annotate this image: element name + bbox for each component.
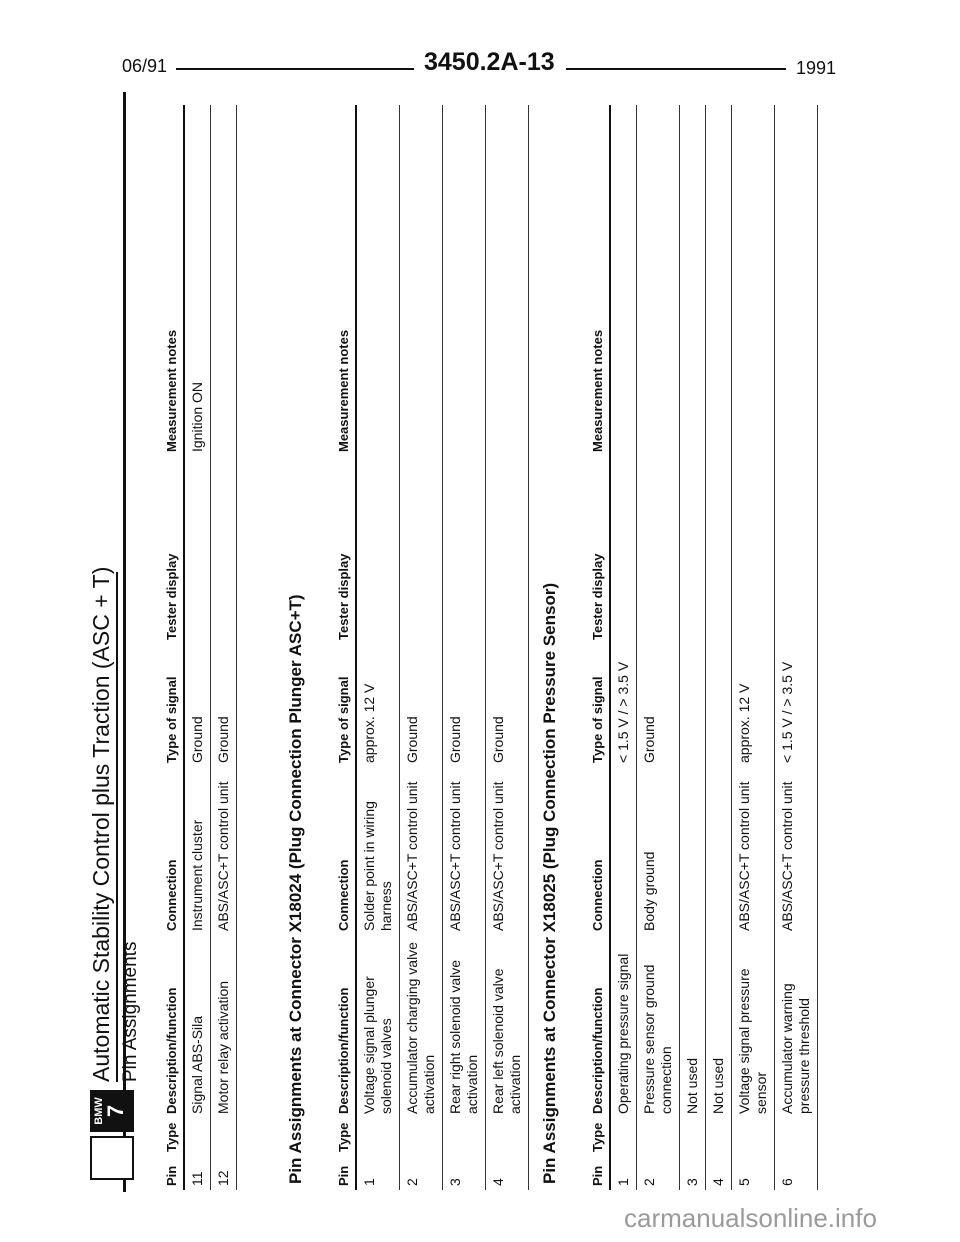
section-heading-x18024: Pin Assignments at Connector X18024 (Plug Connection Plunger ASC+T): [286, 594, 305, 1184]
col-connection: Connection: [162, 767, 184, 935]
logo-empty-box: [90, 1136, 134, 1180]
cell-pin: 12: [211, 1156, 237, 1190]
col-pin: Pin: [334, 1156, 356, 1190]
cell-pin: 2: [637, 1156, 680, 1190]
cell-signal: Ground: [443, 644, 486, 767]
cell-signal: approx. 12 V: [732, 644, 775, 767]
cell-notes: [706, 105, 732, 456]
table-row: [211, 105, 237, 1190]
table-header-row: [334, 105, 356, 1190]
table-header-row: [162, 105, 184, 1190]
cell-type: [706, 1118, 732, 1156]
cell-type: [732, 1118, 775, 1156]
cell-desc: Not used: [680, 935, 706, 1118]
col-signal: Type of signal: [588, 644, 610, 767]
col-type: Type: [334, 1118, 356, 1156]
cell-tester: [486, 456, 529, 644]
table-row: [637, 105, 680, 1190]
col-tester: Tester display: [334, 456, 356, 644]
cell-pin: 6: [775, 1156, 818, 1190]
cell-desc: Pressure sensor ground connection: [637, 935, 680, 1118]
cell-desc: Accumulator warning pressure threshold: [775, 935, 818, 1118]
table-row: [610, 105, 637, 1190]
cell-signal: Ground: [400, 644, 443, 767]
watermark: carmanualsonline.info: [624, 1203, 877, 1233]
cell-conn: Body ground: [637, 767, 680, 935]
col-pin: Pin: [588, 1156, 610, 1190]
page-title: Automatic Stability Control plus Traction (ASC + T): [88, 566, 114, 1082]
cell-type: [443, 1118, 486, 1156]
cell-signal: Ground: [184, 644, 211, 767]
cell-desc: Voltage signal plunger solenoid valves: [356, 935, 400, 1118]
col-notes: Measurement notes: [588, 105, 610, 456]
col-type: Type: [588, 1118, 610, 1156]
rotated-page-content: [84, 100, 824, 1190]
cell-conn: Instrument cluster: [184, 767, 211, 935]
title-rule: [116, 572, 118, 1082]
col-connection: Connection: [588, 767, 610, 935]
logo-model: 7: [103, 1104, 128, 1118]
cell-notes: [732, 105, 775, 456]
header-rule-left: [176, 68, 414, 70]
cell-signal: Ground: [637, 644, 680, 767]
col-tester: Tester display: [162, 456, 184, 644]
table-row: [680, 105, 706, 1190]
cell-conn: [680, 767, 706, 935]
cell-tester: [637, 456, 680, 644]
col-pin: Pin: [162, 1156, 184, 1190]
cell-notes: Ignition ON: [184, 105, 211, 456]
cell-desc: Motor relay activation: [211, 935, 237, 1118]
cell-tester: [400, 456, 443, 644]
col-notes: Measurement notes: [334, 105, 356, 456]
col-signal: Type of signal: [334, 644, 356, 767]
cell-notes: [775, 105, 818, 456]
cell-desc: Rear right solenoid valve activation: [443, 935, 486, 1118]
cell-conn: ABS/ASC+T control unit: [775, 767, 818, 935]
cell-pin: 4: [486, 1156, 529, 1190]
cell-signal: Ground: [486, 644, 529, 767]
cell-signal: [706, 644, 732, 767]
section-heading-x18025: Pin Assignments at Connector X18025 (Plug Connection Pressure Sensor): [540, 582, 559, 1184]
cell-notes: [211, 105, 237, 456]
cell-tester: [706, 456, 732, 644]
cell-tester: [610, 456, 637, 644]
pin-table-x18024: [334, 105, 529, 1190]
cell-pin: 2: [400, 1156, 443, 1190]
cell-notes: [610, 105, 637, 456]
cell-type: [637, 1118, 680, 1156]
bmw-logo: [90, 1090, 134, 1180]
cell-pin: 1: [610, 1156, 637, 1190]
cell-desc: Signal ABS-Sila: [184, 935, 211, 1118]
cell-desc: Rear left solenoid valve activation: [486, 935, 529, 1118]
cell-type: [184, 1118, 211, 1156]
col-connection: Connection: [334, 767, 356, 935]
cell-tester: [732, 456, 775, 644]
table-header-row: [588, 105, 610, 1190]
cell-tester: [680, 456, 706, 644]
cell-signal: approx. 12 V: [356, 644, 400, 767]
cell-type: [610, 1118, 637, 1156]
cell-pin: 3: [443, 1156, 486, 1190]
cell-notes: [680, 105, 706, 456]
cell-signal: [680, 644, 706, 767]
cell-tester: [211, 456, 237, 644]
cell-tester: [356, 456, 400, 644]
header-rule-right: [566, 68, 786, 70]
cell-signal: Ground: [211, 644, 237, 767]
header-year: 1991: [796, 58, 837, 78]
cell-signal: < 1.5 V / > 3.5 V: [775, 644, 818, 767]
cell-tester: [443, 456, 486, 644]
table-row: [184, 105, 211, 1190]
header-doc-code: 3450.2A-13: [424, 48, 555, 76]
col-description: Description/function: [588, 935, 610, 1118]
cell-pin: 11: [184, 1156, 211, 1190]
cell-conn: ABS/ASC+T control unit: [400, 767, 443, 935]
cell-notes: [443, 105, 486, 456]
col-notes: Measurement notes: [162, 105, 184, 456]
cell-conn: ABS/ASC+T control unit: [211, 767, 237, 935]
cell-type: [356, 1118, 400, 1156]
cell-type: [680, 1118, 706, 1156]
cell-pin: 3: [680, 1156, 706, 1190]
cell-desc: Not used: [706, 935, 732, 1118]
cell-desc: Accumulator charging valve activation: [400, 935, 443, 1118]
cell-tester: [184, 456, 211, 644]
col-description: Description/function: [162, 935, 184, 1118]
cell-tester: [775, 456, 818, 644]
col-description: Description/function: [334, 935, 356, 1118]
cell-signal: < 1.5 V / > 3.5 V: [610, 644, 637, 767]
cell-notes: [486, 105, 529, 456]
cell-notes: [637, 105, 680, 456]
cell-type: [775, 1118, 818, 1156]
logo-brand: BMW: [93, 1097, 105, 1125]
table-row: [706, 105, 732, 1190]
table-row: [486, 105, 529, 1190]
cell-desc: Operating pressure signal: [610, 935, 637, 1118]
col-type: Type: [162, 1118, 184, 1156]
header-date: 06/91: [122, 56, 168, 76]
cell-pin: 4: [706, 1156, 732, 1190]
table-row: [732, 105, 775, 1190]
cell-conn: [610, 767, 637, 935]
cell-conn: ABS/ASC+T control unit: [732, 767, 775, 935]
table-row: [443, 105, 486, 1190]
col-tester: Tester display: [588, 456, 610, 644]
cell-desc: Voltage signal pressure sensor: [732, 935, 775, 1118]
col-signal: Type of signal: [162, 644, 184, 767]
page-header: [0, 44, 960, 84]
table-row: [400, 105, 443, 1190]
cell-type: [486, 1118, 529, 1156]
pin-table-1: [162, 105, 237, 1190]
page-subtitle: Pin Assignments: [120, 941, 141, 1082]
cell-type: [211, 1118, 237, 1156]
cell-conn: Solder point in wiring harness: [356, 767, 400, 935]
cell-conn: [706, 767, 732, 935]
logo-model-block: [90, 1090, 134, 1132]
cell-pin: 1: [356, 1156, 400, 1190]
table-row: [356, 105, 400, 1190]
cell-notes: [356, 105, 400, 456]
cell-notes: [400, 105, 443, 456]
cell-conn: ABS/ASC+T control unit: [443, 767, 486, 935]
table-row: [775, 105, 818, 1190]
cell-type: [400, 1118, 443, 1156]
pin-table-x18025: [588, 105, 818, 1190]
cell-conn: ABS/ASC+T control unit: [486, 767, 529, 935]
cell-pin: 5: [732, 1156, 775, 1190]
